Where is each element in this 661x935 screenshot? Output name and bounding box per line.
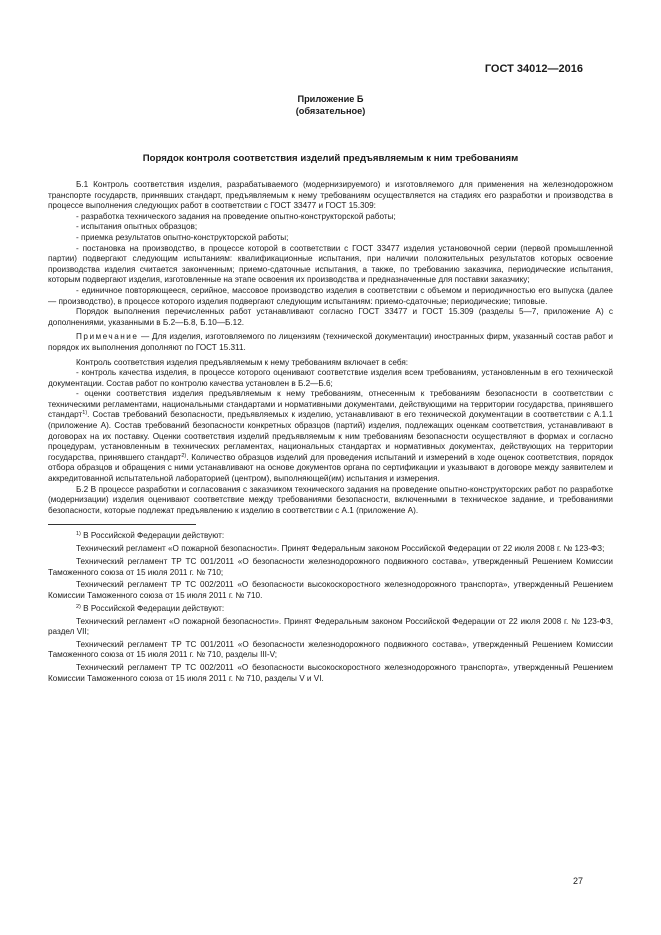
footnote-1-intro: $^{1)}$ В Российской Федерации действуют: [76, 531, 225, 541]
appendix-heading [0, 93, 661, 117]
footnote-ref-2[interactable]: 2) [181, 452, 187, 459]
appendix-status: (обязательное) [295, 106, 366, 116]
note-text: — Для изделия, изготовляемого по лицензиям (технической документации) иностранных фирм, указанный состав работ и порядок их выполнения дополняют по ГОСТ 15.311. [48, 332, 613, 352]
order-paragraph: Порядок выполнения перечисленных работ устанавливают согласно ГОСТ 33477 и ГОСТ 15.309 (разделы 5—7, приложение А) с дополнениями, указанными в Б.2—Б.8, Б.10—Б.12. [48, 307, 613, 327]
footnotes [48, 531, 613, 684]
footnote-item: Технический регламент ТР ТС 001/2011 «О безопасности железнодорожного подвижного состава», утвержденный Решением Комиссии Таможенного союза от 15 июля 2011 г. № 710; [48, 556, 613, 577]
page-number: 27 [572, 876, 583, 886]
list-item: - испытания опытных образцов; [76, 222, 198, 232]
list-item: - разработка технического задания на проведение опытно-конструкторской работы; [76, 211, 396, 221]
safety-assessment-paragraph: - оценки соответствия изделия предъявляемым к нему требованиям, отнесенным к требованиям безопасности в соответствии с техническими регламентами, национальными стандартами и нормативными документами, действующими на территории государства, принявшего стандарт$^{1)}$. Состав требований безопасности, предъявляемых к изделию, устанавливают в его технической документации в соответствии с А.1.1 (приложение А). Состав требований безопасности конкретных образцов (партий) изделия, подлежащих оценкам соответствия, устанавливают в договорах на их поставку. Оценки соответствия изделий предъявляемым к ним требованиям безопасности осуществляют в формах и согласно процедурам, установленным в технических регламентах, национальных стандартах и нормативных документах, действующих на территории государства, принявшего стандарт$^{2)}$. Количество образцов изделий для проведения испытаний и измерений в ходе оценок соответствия, порядок отбора образцов и обращения с ними устанавливают на основе документов органа по сертификации и указывают в договоре между заявителем и аккредитованной испытательной лабораторией (центром), выполняющей(им) испытания и измерения. [48, 389, 613, 484]
list-item: - постановка на производство, в процессе которой в соответствии с ГОСТ 33477 изделия установочной серии (первой промышленной партии) подвергают следующим испытаниям: квалификационные испытания, при наличии положительных результатов которых освоение производства изделия считается законченным; приемо-сдаточные испытания, а также, по требованию заказчика, периодические испытания, которым подвергают изделия, изготовленные на этапе освоения их производства и предназначенные для поставки заказчику; [48, 243, 613, 285]
note-label: Примечание [76, 332, 139, 342]
footnote-item: Технический регламент «О пожарной безопасности». Принят Федеральным законом Российской Федерации от 22 июля 2008 г. № 123-ФЗ; [76, 544, 605, 554]
footnote-item: Технический регламент «О пожарной безопасности». Принят Федеральным законом Российской Федерации от 22 июля 2008 г. № 123-ФЗ, раздел VII; [48, 616, 613, 637]
control-intro: Контроль соответствия изделия предъявляемым к нему требованиям включает в себя: [76, 357, 409, 367]
appendix-title: Приложение Б [297, 94, 364, 104]
footnote-2-intro: $^{2)}$ В Российской Федерации действуют: [76, 603, 225, 613]
document-body [48, 180, 613, 684]
list-item: - единичное повторяющееся, серийное, массовое производство изделия в соответствии с объемом и периодичностью его выпуска (далее — производство), в процессе которого изделия подвергают следующим испытаниям: приемо-сдаточные; периодические; типовые. [48, 285, 613, 306]
clause-b1: Б.1 Контроль соответствия изделия, разрабатываемого (модернизируемого) и изготовляемого для применения на железнодорожном транспорте государств, принявших стандарт, предъявляемым к нему требованиям осуществляется на стадиях его разработки и производства в процессе выполнения следующих работ в соответствии с ГОСТ 33477 и ГОСТ 15.309: [48, 180, 613, 211]
note [48, 332, 613, 353]
footnote-mark: 1) [76, 531, 81, 538]
section-title: Порядок контроля соответствия изделий предъявляемым к ним требованиям [142, 153, 519, 164]
footnote-ref-1[interactable]: 1) [82, 410, 88, 417]
list-item: - контроль качества изделия, в процессе которого оценивают соответствие изделия всем требованиям, установленным в его технической документации. Состав работ по контролю качества установлен в Б.2—Б.6; [48, 368, 613, 388]
footnote-divider [48, 524, 196, 525]
clause-b2: Б.2 В процессе разработки и согласования с заказчиком технического задания на проведение опытно-конструкторских работ по разработке (модернизации) изделия оценивают соответствие между требованиями безопасности, включенными в техническое задание, и требованиями безопасности, которые подлежат предъявлению к изделию в соответствии с А.1 (приложение А). [48, 484, 613, 515]
footnote-item: Технический регламент ТР ТС 002/2011 «О безопасности высокоскоростного железнодорожного транспорта», утвержденный Решением Комиссии Таможенного союза от 15 июля 2011 г. № 710. [48, 580, 613, 600]
footnote-item: Технический регламент ТР ТС 001/2011 «О безопасности железнодорожного подвижного состава», утвержденный Решением Комиссии Таможенного союза от 15 июля 2011 г. № 710, разделы III-V; [48, 639, 613, 660]
footnote-item: Технический регламент ТР ТС 002/2011 «О безопасности высокоскоростного железнодорожного транспорта», утвержденный Решением Комиссии Таможенного союза от 15 июля 2011 г. № 710, разделы V и VI. [48, 663, 613, 683]
list-item: - приемка результатов опытно-конструкторской работы; [76, 232, 289, 242]
footnote-mark: 2) [76, 603, 81, 610]
standard-code: ГОСТ 34012—2016 [484, 63, 583, 75]
